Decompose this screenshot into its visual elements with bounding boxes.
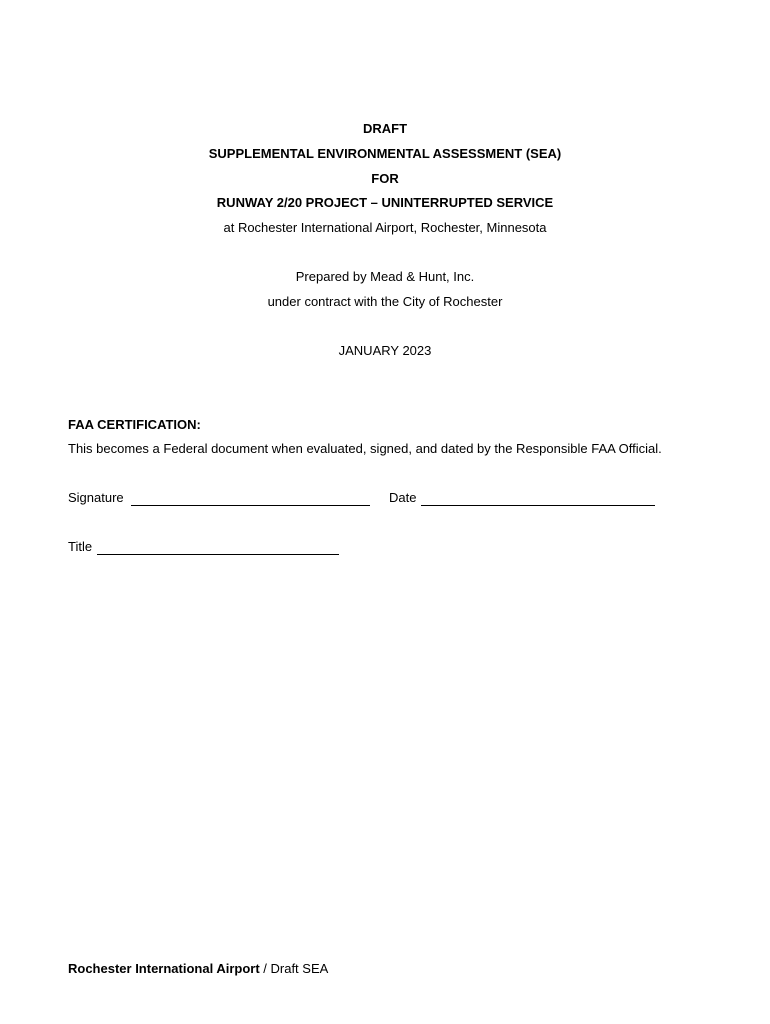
certification-text: This becomes a Federal document when evaluated, signed, and dated by the Responsible FAA Official. <box>68 441 662 456</box>
page-footer <box>68 961 328 977</box>
draft-heading: DRAFT <box>362 121 408 136</box>
footer-airport-name: Rochester International Airport <box>68 961 260 976</box>
project-location: at Rochester International Airport, Rochester, Minnesota <box>223 220 547 235</box>
document-title: SUPPLEMENTAL ENVIRONMENTAL ASSESSMENT (SEA) <box>208 146 562 161</box>
title-line[interactable] <box>97 554 339 555</box>
title-label: Title <box>68 539 93 554</box>
project-title: RUNWAY 2/20 PROJECT – UNINTERRUPTED SERVICE <box>216 195 554 210</box>
signature-line[interactable] <box>131 505 370 506</box>
footer-document-label: / Draft SEA <box>259 961 329 976</box>
certification-heading: FAA CERTIFICATION: <box>68 417 201 432</box>
date-line[interactable] <box>421 505 655 506</box>
date-label: Date <box>389 490 417 505</box>
signature-label: Signature <box>68 490 124 505</box>
title-for: FOR <box>371 171 399 186</box>
contract-line: under contract with the City of Rochester <box>267 294 503 309</box>
document-date: JANUARY 2023 <box>338 343 432 358</box>
prepared-by: Prepared by Mead & Hunt, Inc. <box>295 269 475 284</box>
